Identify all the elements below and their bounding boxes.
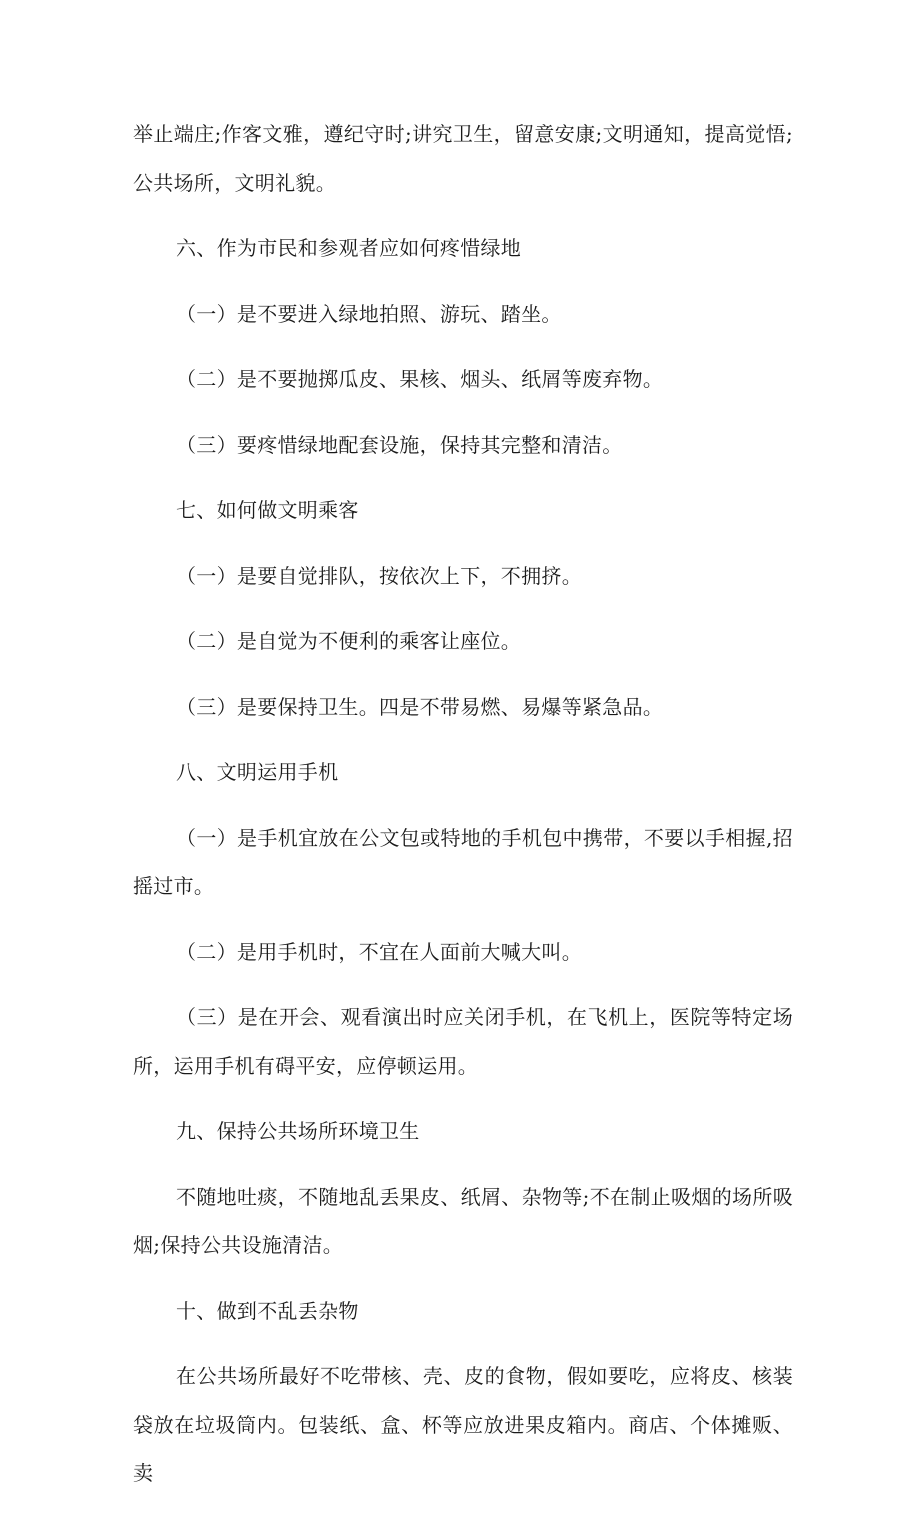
list-item-7-3: （三）是要保持卫生。四是不带易燃、易爆等紧急品。 <box>176 694 664 719</box>
document-body <box>133 110 793 1515</box>
list-item-8-3: （三）是在开会、观看演出时应关闭手机，在飞机上，医院等特定场所，运用手机有碍平安，应停顿运用。 <box>133 1005 793 1078</box>
list-item-7-2: （二）是自觉为不便利的乘客让座位。 <box>176 629 522 653</box>
list-item-6-1: （一）是不要进入绿地拍照、游玩、踏坐。 <box>176 301 562 326</box>
list-item-8-2: （二）是用手机时，不宜在人面前大喊大叫。 <box>176 939 582 964</box>
paragraph-section-10-body: 在公共场所最好不吃带核、壳、皮的食物，假如要吃，应将皮、核装袋放在垃圾筒内。包装纸、盒、杯等应放进果皮箱内。商店、个体摊贩、卖 <box>133 1364 793 1485</box>
heading-section-8: 八、文明运用手机 <box>176 760 339 784</box>
paragraph-etiquette-summary: 举止端庄;作客文雅，遵纪守时;讲究卫生，留意安康;文明通知，提高觉悟;公共场所，文明礼貌。 <box>133 122 793 195</box>
list-item-6-3: （三）要疼惜绿地配套设施，保持其完整和清洁。 <box>176 432 623 457</box>
heading-section-9: 九、保持公共场所环境卫生 <box>176 1119 420 1143</box>
list-item-6-2: （二）是不要抛掷瓜皮、果核、烟头、纸屑等废弃物。 <box>176 367 664 391</box>
list-item-8-1: （一）是手机宜放在公文包或特地的手机包中携带，不要以手相握,招摇过市。 <box>133 825 793 898</box>
heading-section-6: 六、作为市民和参观者应如何疼惜绿地 <box>176 236 522 260</box>
paragraph-section-9-body: 不随地吐痰，不随地乱丢果皮、纸屑、杂物等;不在制止吸烟的场所吸烟;保持公共设施清洁。 <box>133 1184 793 1257</box>
list-item-7-1: （一）是要自觉排队，按依次上下，不拥挤。 <box>176 563 582 588</box>
heading-section-10: 十、做到不乱丢杂物 <box>176 1298 359 1323</box>
heading-section-7: 七、如何做文明乘客 <box>176 498 359 522</box>
